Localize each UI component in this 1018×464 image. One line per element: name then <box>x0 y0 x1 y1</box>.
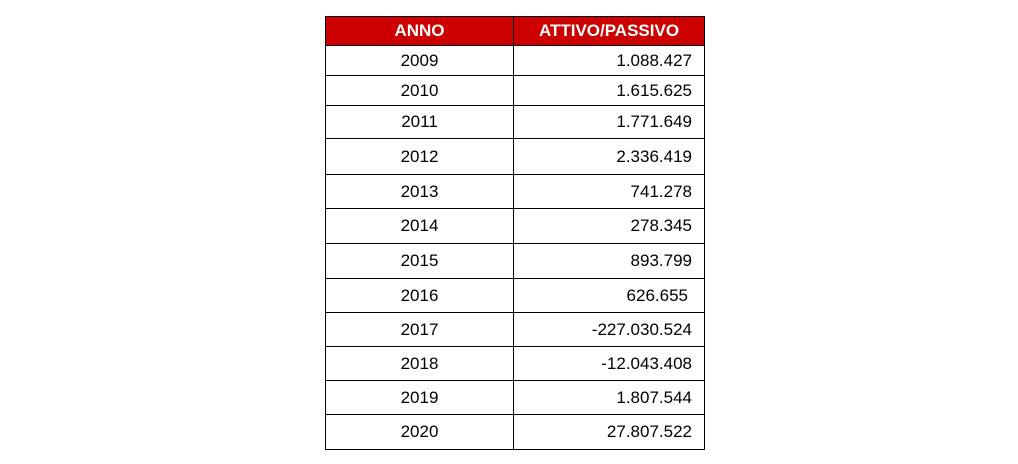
year-cell: 2017 <box>326 313 514 347</box>
value-cell: 2.336.419 <box>514 139 705 175</box>
year-cell: 2009 <box>326 46 514 76</box>
table-row <box>326 313 705 347</box>
year-cell: 2019 <box>326 381 514 415</box>
year-cell: 2014 <box>326 209 514 244</box>
value-cell: 1.807.544 <box>514 381 705 415</box>
table-row <box>326 209 705 244</box>
value-cell: 893.799 <box>514 244 705 279</box>
year-cell: 2012 <box>326 139 514 175</box>
year-cell: 2013 <box>326 175 514 209</box>
value-cell: -227.030.524 <box>514 313 705 347</box>
year-cell: 2011 <box>326 106 514 139</box>
value-cell: 1.771.649 <box>514 106 705 139</box>
year-cell: 2015 <box>326 244 514 279</box>
value-cell: 27.807.522 <box>514 415 705 450</box>
table-row <box>326 46 705 76</box>
year-cell: 2018 <box>326 347 514 381</box>
data-table <box>325 16 705 450</box>
table-row <box>326 139 705 175</box>
value-cell: -12.043.408 <box>514 347 705 381</box>
table-row <box>326 106 705 139</box>
year-cell: 2010 <box>326 76 514 106</box>
value-cell: 626.655 <box>514 279 705 313</box>
value-cell: 1.615.625 <box>514 76 705 106</box>
header-attivo-passivo: ATTIVO/PASSIVO <box>514 17 705 46</box>
table-row <box>326 279 705 313</box>
year-cell: 2016 <box>326 279 514 313</box>
value-cell: 1.088.427 <box>514 46 705 76</box>
table-row <box>326 415 705 450</box>
header-anno: ANNO <box>326 17 514 46</box>
value-cell: 278.345 <box>514 209 705 244</box>
table-row <box>326 347 705 381</box>
table-row <box>326 244 705 279</box>
table-row <box>326 381 705 415</box>
table-row <box>326 76 705 106</box>
table-row <box>326 175 705 209</box>
value-cell: 741.278 <box>514 175 705 209</box>
year-cell: 2020 <box>326 415 514 450</box>
header-row <box>326 17 705 46</box>
